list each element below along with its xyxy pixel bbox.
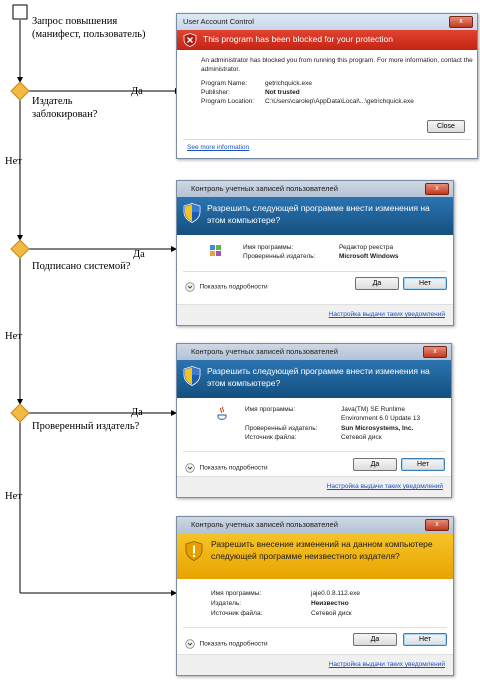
yes-label-1: Да [131,86,143,97]
dialog-system-close-button[interactable]: x [425,183,449,195]
dialog-verified-separator [183,451,445,452]
decision-label-2: Подписано системой? [32,261,131,272]
dialog-unknown-footer [177,654,453,675]
dialog-system-details-label: Показать подробности [199,283,268,291]
dialog-unknown-titlebar [177,517,453,533]
decision-label-1: Издатель заблокирован? [32,96,98,120]
dialog-system-details-toggle[interactable] [185,278,268,296]
dialog-verified-titlebar [177,344,451,360]
dialog-verified-field-label-1: Имя программы: [245,406,296,413]
dialog-verified-close-button[interactable]: x [423,346,447,358]
dialog-blocked-field-value-2: Not trusted [265,89,300,96]
dialog-unknown-field-label-2: Издатель: [211,600,242,607]
dialog-verified-header-text: Разрешить следующей программе внести изменения на этом компьютере? [207,366,430,388]
dialog-system-title: Контроль учетных записей пользователей [191,184,338,193]
chevron-down-icon [185,639,195,649]
dialog-blocked-message: An administrator has blocked you from running this program. For more information, contact the administrator. [201,57,473,73]
dialog-system-separator [183,271,447,272]
dialog-unknown-field-label-3: Источник файла: [211,610,263,617]
decision-diamond-3 [11,404,29,422]
dialog-blocked [176,13,478,159]
decision-diamond-1 [11,82,29,100]
chevron-down-icon [185,463,195,473]
java-icon [215,406,229,422]
dialog-unknown-close-button[interactable]: x [425,519,449,531]
dialog-unknown-header-text: Разрешить внесение изменений на данном компьютере следующей программе неизвестного издателя? [211,539,433,561]
no-label-2: Нет [5,331,22,342]
dialog-system-no-button[interactable]: Нет [403,277,447,290]
dialog-unknown-details-toggle[interactable] [185,635,268,653]
dialog-system-footer [177,304,453,325]
dialog-system-header-bar [177,197,453,235]
dialog-unknown-field-value-2: Неизвестно [311,600,349,607]
uac-shield-icon [183,366,201,386]
dialog-verified-yes-button[interactable]: Да [353,458,397,471]
dialog-system-field-value-2: Microsoft Windows [339,253,399,260]
registry-editor-icon [209,243,225,259]
dialog-system-settings-link[interactable]: Настройка выдачи таких уведомлений [328,311,445,318]
dialog-blocked-info-link[interactable]: See more information [187,144,250,151]
yes-label-3: Да [131,407,143,418]
decision-label-3: Проверенный издатель? [32,421,140,432]
dialog-system-field-label-1: Имя программы: [243,244,294,251]
dialog-unknown-header-bar [177,533,453,579]
dialog-verified-field-value-3: Сетевой диск [341,434,382,441]
dialog-unknown-separator [183,627,447,628]
dialog-verified-title: Контроль учетных записей пользователей [191,347,338,356]
start-label: Запрос повышения (манифест, пользователь) [32,16,146,40]
uac-shield-icon [183,203,201,223]
dialog-blocked-field-label-3: Program Location: [201,98,255,105]
dialog-verified-field-value-1: Java(TM) SE Runtime Environment 6.0 Update 13 [341,406,421,422]
dialog-verified-details-label: Показать подробности [199,464,268,472]
yes-label-2: Да [133,249,145,260]
dialog-unknown-field-value-3: Сетевой диск [311,610,352,617]
dialog-blocked-close-button[interactable]: x [449,16,473,28]
dialog-unknown-details-label: Показать подробности [199,640,268,648]
dialog-verified-field-value-2: Sun Microsystems, Inc. [341,425,414,432]
dialog-system-field-label-2: Проверенный издатель: [243,253,316,260]
dialog-blocked-separator [183,139,471,140]
dialog-verified-no-button[interactable]: Нет [401,458,445,471]
dialog-unknown-settings-link[interactable]: Настройка выдачи таких уведомлений [328,661,445,668]
no-label-1: Нет [5,156,22,167]
dialog-blocked-title: User Account Control [183,17,254,26]
chevron-down-icon [185,282,195,292]
dialog-blocked-header-bar [177,30,477,50]
dialog-verified-details-toggle[interactable] [185,459,268,477]
dialog-unknown-field-label-1: Имя программы: [211,590,262,597]
start-box [13,5,27,19]
dialog-verified-header-bar [177,360,451,398]
dialog-unknown-no-button[interactable]: Нет [403,633,447,646]
dialog-system-field-value-1: Редактор реестра [339,244,394,251]
dialog-unknown-yes-button[interactable]: Да [353,633,397,646]
dialog-unknown-field-value-1: jaje0.0.8.112.exe [311,590,361,597]
dialog-verified-settings-link[interactable]: Настройка выдачи таких уведомлений [326,483,443,490]
dialog-system-header-text: Разрешить следующей программе внести изменения на этом компьютере? [207,203,430,225]
dialog-system [176,180,454,326]
warning-shield-icon [185,541,203,561]
dialog-system-yes-button[interactable]: Да [355,277,399,290]
dialog-verified-field-label-3: Источник файла: [245,434,297,441]
dialog-blocked-field-value-3: C:\Users\carolep\AppData\Local\...\getrichquick.exe [265,98,414,105]
decision-diamond-2 [11,240,29,258]
dialog-unknown [176,516,454,676]
dialog-blocked-close-action-button[interactable]: Close [427,120,465,133]
dialog-blocked-header-text: This program has been blocked for your protection [203,34,393,44]
dialog-verified [176,343,452,498]
red-shield-icon [183,33,197,47]
dialog-verified-footer [177,476,451,497]
no-label-3: Нет [5,491,22,502]
dialog-blocked-field-value-1: getrichquick.exe [265,80,312,87]
dialog-blocked-field-label-1: Program Name: [201,80,247,87]
dialog-verified-field-label-2: Проверенный издатель: [245,425,318,432]
dialog-blocked-titlebar [177,14,477,30]
dialog-system-titlebar [177,181,453,197]
dialog-unknown-title: Контроль учетных записей пользователей [191,520,338,529]
dialog-blocked-field-label-2: Publisher: [201,89,230,96]
